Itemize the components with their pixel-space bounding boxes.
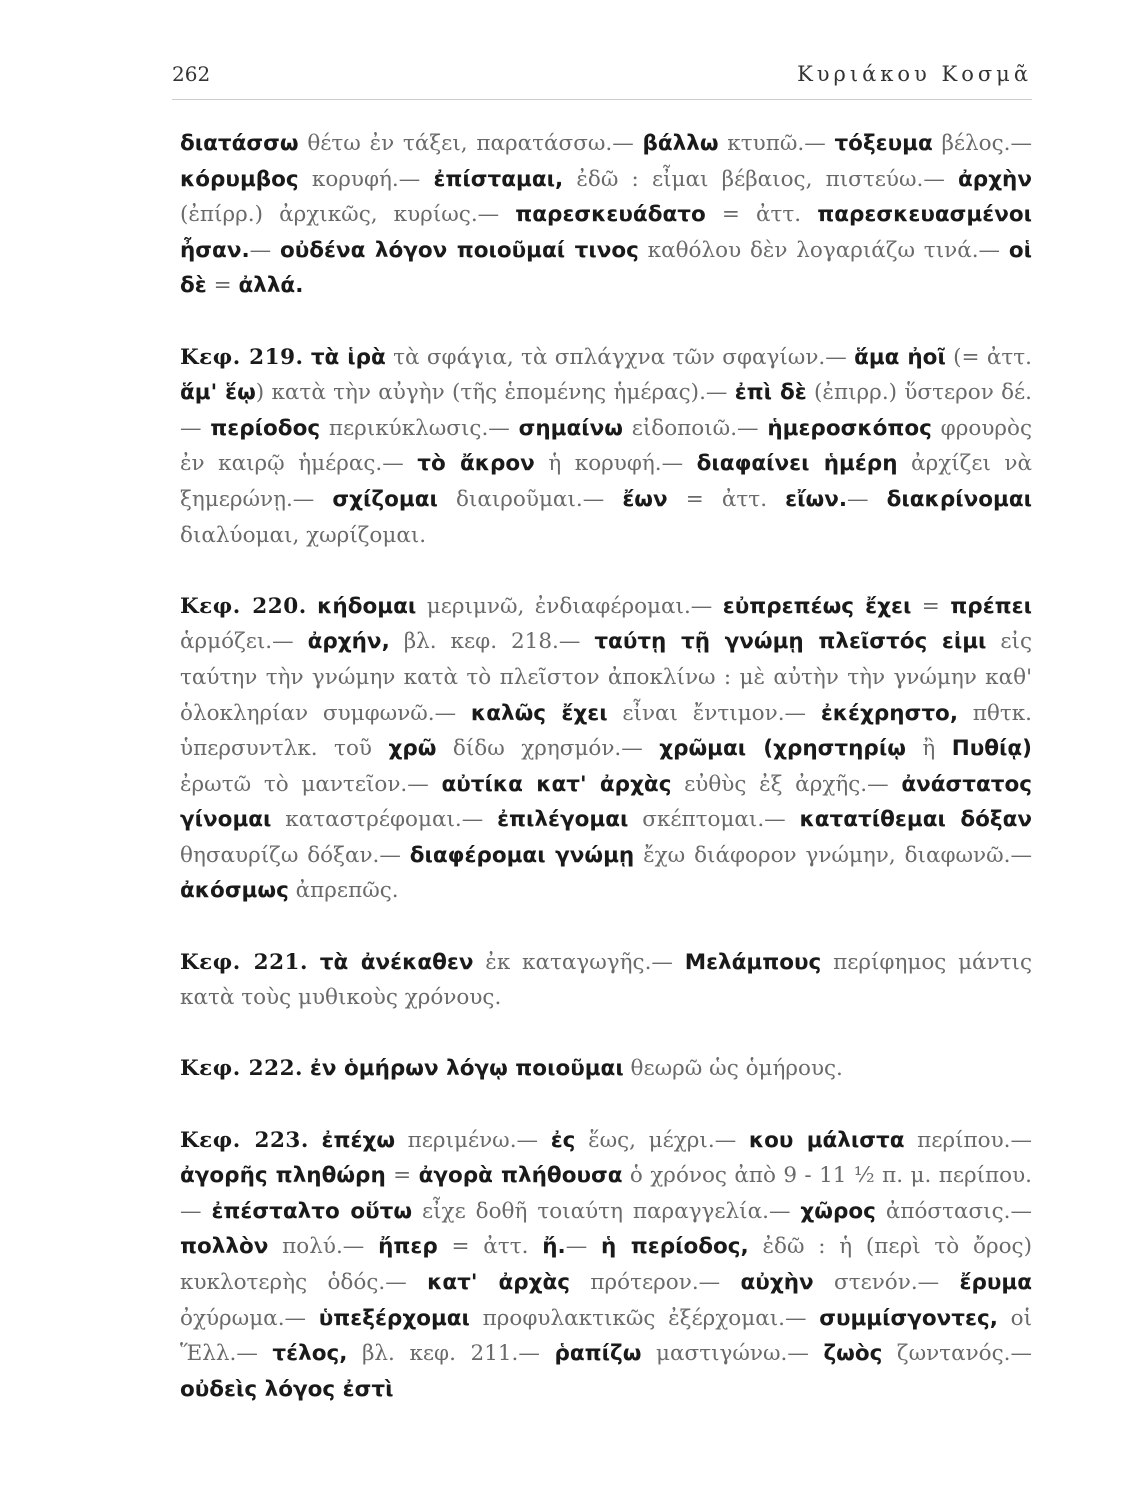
chapter-heading: Κεφ. 223. <box>180 1127 309 1153</box>
lemma-term: διαφέρομαι γνώμῃ <box>409 842 635 868</box>
gloss-text: πθτκ. ὑπερσυντλκ. τοῦ <box>180 700 1033 762</box>
lemma-term: ἤπερ <box>378 1234 438 1260</box>
gloss-text: βλ. κεφ. 218.— <box>389 629 595 655</box>
gloss-text <box>307 594 317 619</box>
lemma-term: διακρίνομαι <box>886 486 1032 512</box>
gloss-text: φρουρὸς ἐν καιρῷ ἡμέρας.— <box>180 415 1033 477</box>
lemma-term: οἱ δὲ <box>180 237 1033 299</box>
lemma-term: Πυθίᾳ) <box>951 736 1032 762</box>
gloss-text: ) κατὰ τὴν αὐγὴν (τῆς ἑπομένης ἡμέρας).— <box>255 380 735 406</box>
gloss-text: περίπου.— <box>904 1127 1032 1153</box>
lemma-term: ἀνάστατος γίνομαι <box>180 771 1032 833</box>
lemma-term: ἔρυμα <box>959 1270 1032 1295</box>
lemma-term: πρέπει <box>950 593 1033 619</box>
gloss-text: περίφημος μάντις κατὰ τοὺς μυθικοὺς χρόνους. <box>180 949 1033 1011</box>
gloss-text: σκέπτομαι.— <box>628 807 800 833</box>
gloss-text: καταστρέφομαι.— <box>271 807 498 833</box>
lemma-term: τὰ ἀνέκαθεν <box>319 949 474 975</box>
lemma-term: Μελάμπους <box>684 949 822 975</box>
lemma-term: ἀρχήν, <box>307 629 390 655</box>
lemma-term: τὰ ἱρὰ <box>310 344 386 370</box>
lemma-term: τὸ ἄκρον <box>417 451 535 477</box>
gloss-text: = <box>206 273 239 299</box>
gloss-text: εἰς ταύτην τὴν γνώμην κατὰ τὸ πλεῖστον ἀποκλίνω : μὲ αὐτὴν τὴν γνώμην καθ' ὁλοκληρίαν συμφωνῶ.— <box>180 629 1032 726</box>
lemma-term: ἅμ' ἕῳ <box>180 380 256 406</box>
gloss-text: θησαυρίζω δόξαν.— <box>180 842 410 868</box>
gloss-text: ἐρωτῶ τὸ μαντεῖον.— <box>180 771 442 797</box>
body-text <box>180 126 1032 1407</box>
lemma-term: ἀρχὴν <box>958 166 1033 192</box>
lemma-term: καλῶς ἔχει <box>470 700 608 726</box>
lemma-term: ἐπέχω <box>321 1127 396 1153</box>
gloss-text <box>308 950 320 975</box>
lemma-term: αὐτίκα κατ' ἀρχὰς <box>441 771 672 797</box>
gloss-text: περιμένω.— <box>395 1127 551 1153</box>
lemma-term: συμμίσγοντες, <box>819 1305 998 1331</box>
gloss-text: ἐδῶ : ἡ (περὶ τὸ ὄρος) κυκλοτερὴς ὁδός.— <box>180 1234 1032 1295</box>
gloss-text: = ἀττ. <box>705 202 818 228</box>
chapter-heading: Κεφ. 221. <box>180 949 308 975</box>
gloss-text: εὐθὺς ἐξ ἀρχῆς.— <box>671 771 902 797</box>
gloss-text: τὰ σφάγια, τὰ σπλάγχνα τῶν σφαγίων.— <box>385 344 855 370</box>
gloss-text: ἕως, μέχρι.— <box>575 1127 749 1153</box>
gloss-text: μεριμνῶ, ἐνδιαφέρομαι.— <box>416 593 723 619</box>
lemma-term: αὐχὴν <box>740 1270 814 1295</box>
gloss-text: εἶχε δοθῆ τοιαύτη παραγγελία.— <box>412 1198 801 1224</box>
gloss-text: διαλύομαι, χωρίζομαι. <box>180 522 427 548</box>
gloss-text: κορυφή.— <box>298 166 434 192</box>
lemma-term: ἤ. <box>542 1234 566 1260</box>
lemma-term: παρεσκευάδατο <box>515 202 706 228</box>
lemma-term: ταύτῃ τῇ γνώμῃ πλεῖστός εἰμι <box>594 629 987 655</box>
gloss-text: ὀχύρωμα.— <box>180 1305 319 1331</box>
gloss-text: στενόν.— <box>813 1270 960 1295</box>
gloss-text: = ἀττ. <box>437 1234 543 1260</box>
lemma-term: ῥαπίζω <box>554 1341 642 1367</box>
page-header <box>172 62 1032 92</box>
lemma-term: εὐπρεπέως ἔχει <box>722 593 912 619</box>
gloss-text: = ἀττ. <box>667 486 786 512</box>
gloss-text: προφυλακτικῶς ἐξέρχομαι.— <box>469 1305 820 1331</box>
paragraph-ch220 <box>180 589 1032 909</box>
gloss-text: ἀρχίζει νὰ ξημερώνῃ.— <box>180 451 1033 512</box>
lemma-term: βάλλω <box>642 131 719 156</box>
lemma-term: σημαίνω <box>518 415 623 441</box>
lemma-term: ἡ περίοδος, <box>600 1234 749 1260</box>
lemma-term: χῶρος <box>800 1198 876 1224</box>
gloss-text: ἐκ καταγωγῆς.— <box>473 949 685 975</box>
gloss-text: ἁρμόζει.— <box>180 629 308 655</box>
gloss-text: δίδω χρησμόν.— <box>436 736 660 762</box>
gloss-text: ζωντανός.— <box>882 1341 1032 1367</box>
lemma-term: κατατίθεμαι δόξαν <box>799 807 1032 833</box>
lemma-term: κατ' ἀρχὰς <box>427 1270 571 1295</box>
lemma-term: τόξευμα <box>834 131 933 156</box>
lemma-term: ἐπέσταλτο οὕτω <box>211 1198 413 1224</box>
lemma-term: ἀγορὰ πλήθουσα <box>418 1163 623 1189</box>
lemma-term: ἐπίσταμαι, <box>433 166 564 192</box>
gloss-text: (ἐπίρρ.) ἀρχικῶς, κυρίως.— <box>180 202 516 228</box>
lemma-term: ἡμεροσκόπος <box>767 415 932 441</box>
gloss-text: θεωρῶ ὡς ὁμήρους. <box>623 1056 843 1082</box>
gloss-text: (ἐπιρρ.) ὕστερον δέ.— <box>180 380 1032 441</box>
lemma-term: ἀγορῆς πληθώρη <box>180 1163 386 1189</box>
gloss-text: κτυπῶ.— <box>718 131 835 156</box>
running-title: Κυριάκου Κοσμᾶ <box>797 62 1032 86</box>
lemma-term: τέλος, <box>272 1341 348 1367</box>
lemma-term: παρεσκευασμένοι ἦσαν. <box>180 202 1032 263</box>
lemma-term: ἀκόσμως <box>180 878 289 904</box>
gloss-text <box>304 345 311 370</box>
lemma-term: χρῶμαι (χρηστηρίῳ <box>659 736 906 762</box>
lemma-term: ἔων <box>622 486 668 512</box>
lemma-term: ἅμα ἠοῖ <box>854 344 946 370</box>
gloss-text: ἔχω διάφορον γνώμην, διαφωνῶ.— <box>634 842 1032 868</box>
gloss-text <box>303 1056 310 1081</box>
lemma-term: ἐν ὁμήρων λόγῳ ποιοῦμαι <box>309 1056 624 1082</box>
lemma-term: οὐδένα λόγον ποιοῦμαί τινος <box>279 237 639 263</box>
gloss-text: πρότερον.— <box>570 1270 741 1295</box>
gloss-text: διαιροῦμαι.— <box>437 486 623 512</box>
gloss-text: καθόλου δὲν λογαριάζω τινά.— <box>638 237 1009 263</box>
paragraph-ch219 <box>180 340 1032 554</box>
gloss-text: περικύκλωσις.— <box>320 415 519 441</box>
gloss-text: ἡ κορυφή.— <box>534 451 697 477</box>
lemma-term: εἴων. <box>785 486 848 512</box>
lemma-term: ἐπὶ δὲ <box>734 380 807 406</box>
header-rule <box>172 99 1032 100</box>
chapter-heading: Κεφ. 219. <box>180 344 304 370</box>
paragraph-intro <box>180 126 1032 304</box>
lemma-term: κου μάλιστα <box>748 1127 905 1153</box>
gloss-text: ἐδῶ : εἶμαι βέβαιος, πιστεύω.— <box>563 166 959 192</box>
gloss-text: βέλος.— <box>932 131 1032 156</box>
lemma-term: ζωὸς <box>823 1341 883 1367</box>
lemma-term: ἐπιλέγομαι <box>497 807 629 833</box>
gloss-text: — <box>249 237 280 263</box>
paragraph-ch223 <box>180 1123 1032 1408</box>
gloss-text: εἶναι ἔντιμον.— <box>607 700 821 726</box>
gloss-text: βλ. κεφ. 211.— <box>347 1341 555 1367</box>
gloss-text: ἢ <box>905 736 952 762</box>
lemma-term: ὑπεξέρχομαι <box>318 1305 470 1331</box>
gloss-text: (= ἀττ. <box>945 344 1032 370</box>
gloss-text: — <box>847 486 887 512</box>
gloss-text: ἀπόστασις.— <box>875 1198 1032 1224</box>
gloss-text: πολύ.— <box>268 1234 379 1260</box>
lemma-term: ἐς <box>550 1127 576 1153</box>
gloss-text: ἀπρεπῶς. <box>288 878 399 904</box>
gloss-text: — <box>565 1234 601 1260</box>
lemma-term: κήδομαι <box>317 593 417 619</box>
gloss-text: = <box>911 593 951 619</box>
lemma-term: διατάσσω <box>180 131 299 156</box>
gloss-text: μαστιγώνω.— <box>641 1341 824 1367</box>
lemma-term: ἐκέχρηστο, <box>820 700 958 726</box>
lemma-term: οὐδεὶς λόγος ἐστὶ <box>180 1376 394 1402</box>
lemma-term: κόρυμβος <box>180 166 299 192</box>
chapter-heading: Κεφ. 220. <box>180 593 307 619</box>
paragraph-ch221 <box>180 945 1032 1016</box>
gloss-text: θέτω ἐν τάξει, παρατάσσω.— <box>298 131 643 156</box>
lemma-term: ἀλλά. <box>238 273 304 299</box>
lemma-term: περίοδος <box>210 415 321 441</box>
chapter-heading: Κεφ. 222. <box>180 1056 304 1082</box>
lemma-term: διαφαίνει ἡμέρη <box>696 451 898 477</box>
gloss-text: = <box>385 1163 419 1189</box>
lemma-term: σχίζομαι <box>332 486 438 512</box>
gloss-text: εἰδοποιῶ.— <box>622 415 768 441</box>
gloss-text: οἱ Ἕλλ.— <box>180 1305 1032 1367</box>
page-number: 262 <box>172 62 211 86</box>
gloss-text <box>309 1128 322 1153</box>
gloss-text: ὁ χρόνος ἀπὸ 9 - 11 ½ π. μ. περίπου.— <box>180 1163 1033 1224</box>
lemma-term: πολλὸν <box>180 1234 269 1260</box>
paragraph-ch222 <box>180 1051 1032 1087</box>
lemma-term: χρῶ <box>388 736 437 762</box>
